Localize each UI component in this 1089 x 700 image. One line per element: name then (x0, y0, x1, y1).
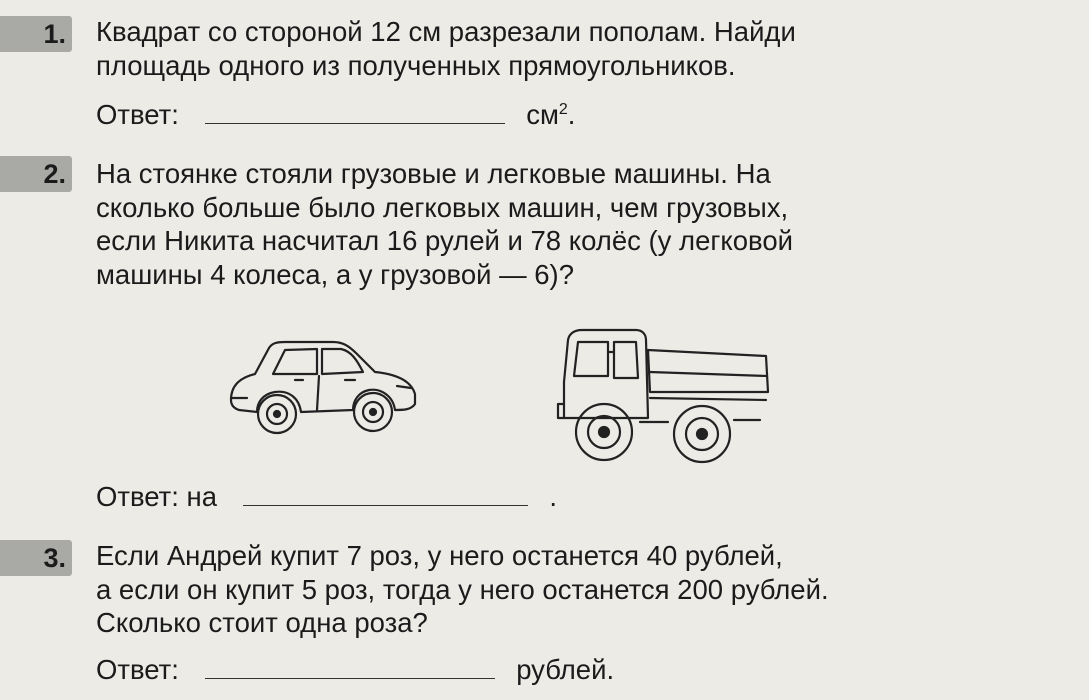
car-icon (225, 338, 420, 438)
task-line: сколько больше было легковых машин, чем грузовых, (96, 191, 789, 223)
answer-row (96, 99, 575, 131)
task-line: а если он купит 5 роз, тогда у него останется 200 рублей. (96, 573, 829, 605)
task-text (96, 157, 793, 291)
task-line: Если Андрей купит 7 роз, у него останется 40 рублей, (96, 540, 783, 571)
answer-row (96, 481, 557, 513)
task-text (96, 539, 829, 640)
task-number: 3. (0, 540, 72, 576)
truck-icon (556, 322, 776, 472)
task-line: площадь одного из полученных прямоугольников. (96, 49, 736, 81)
task-line: На стоянке стояли грузовые и легковые машины. На (96, 158, 771, 189)
answer-label: Ответ: (96, 654, 179, 685)
task-text (96, 15, 796, 82)
task-line: если Никита насчитал 16 рулей и 78 колёс (у легковой (96, 225, 794, 256)
task-line: Сколько стоит одна роза? (96, 607, 428, 638)
answer-unit: $см^2$. (526, 99, 576, 130)
answer-label: Ответ: (96, 99, 179, 130)
answer-blank[interactable] (205, 122, 505, 124)
answer-label: Ответ: на (96, 481, 218, 512)
answer-blank[interactable] (205, 677, 495, 679)
task-line: машины 4 колеса, а у грузовой — 6)? (96, 258, 575, 290)
answer-unit: . (549, 481, 557, 512)
answer-row (96, 654, 614, 686)
task-number: 1. (0, 16, 72, 52)
task-line: Квадрат со стороной 12 см разрезали пополам. Найди (96, 16, 796, 47)
answer-unit: рублей. (516, 654, 615, 685)
answer-blank[interactable] (243, 504, 528, 506)
task-number: 2. (0, 156, 72, 192)
